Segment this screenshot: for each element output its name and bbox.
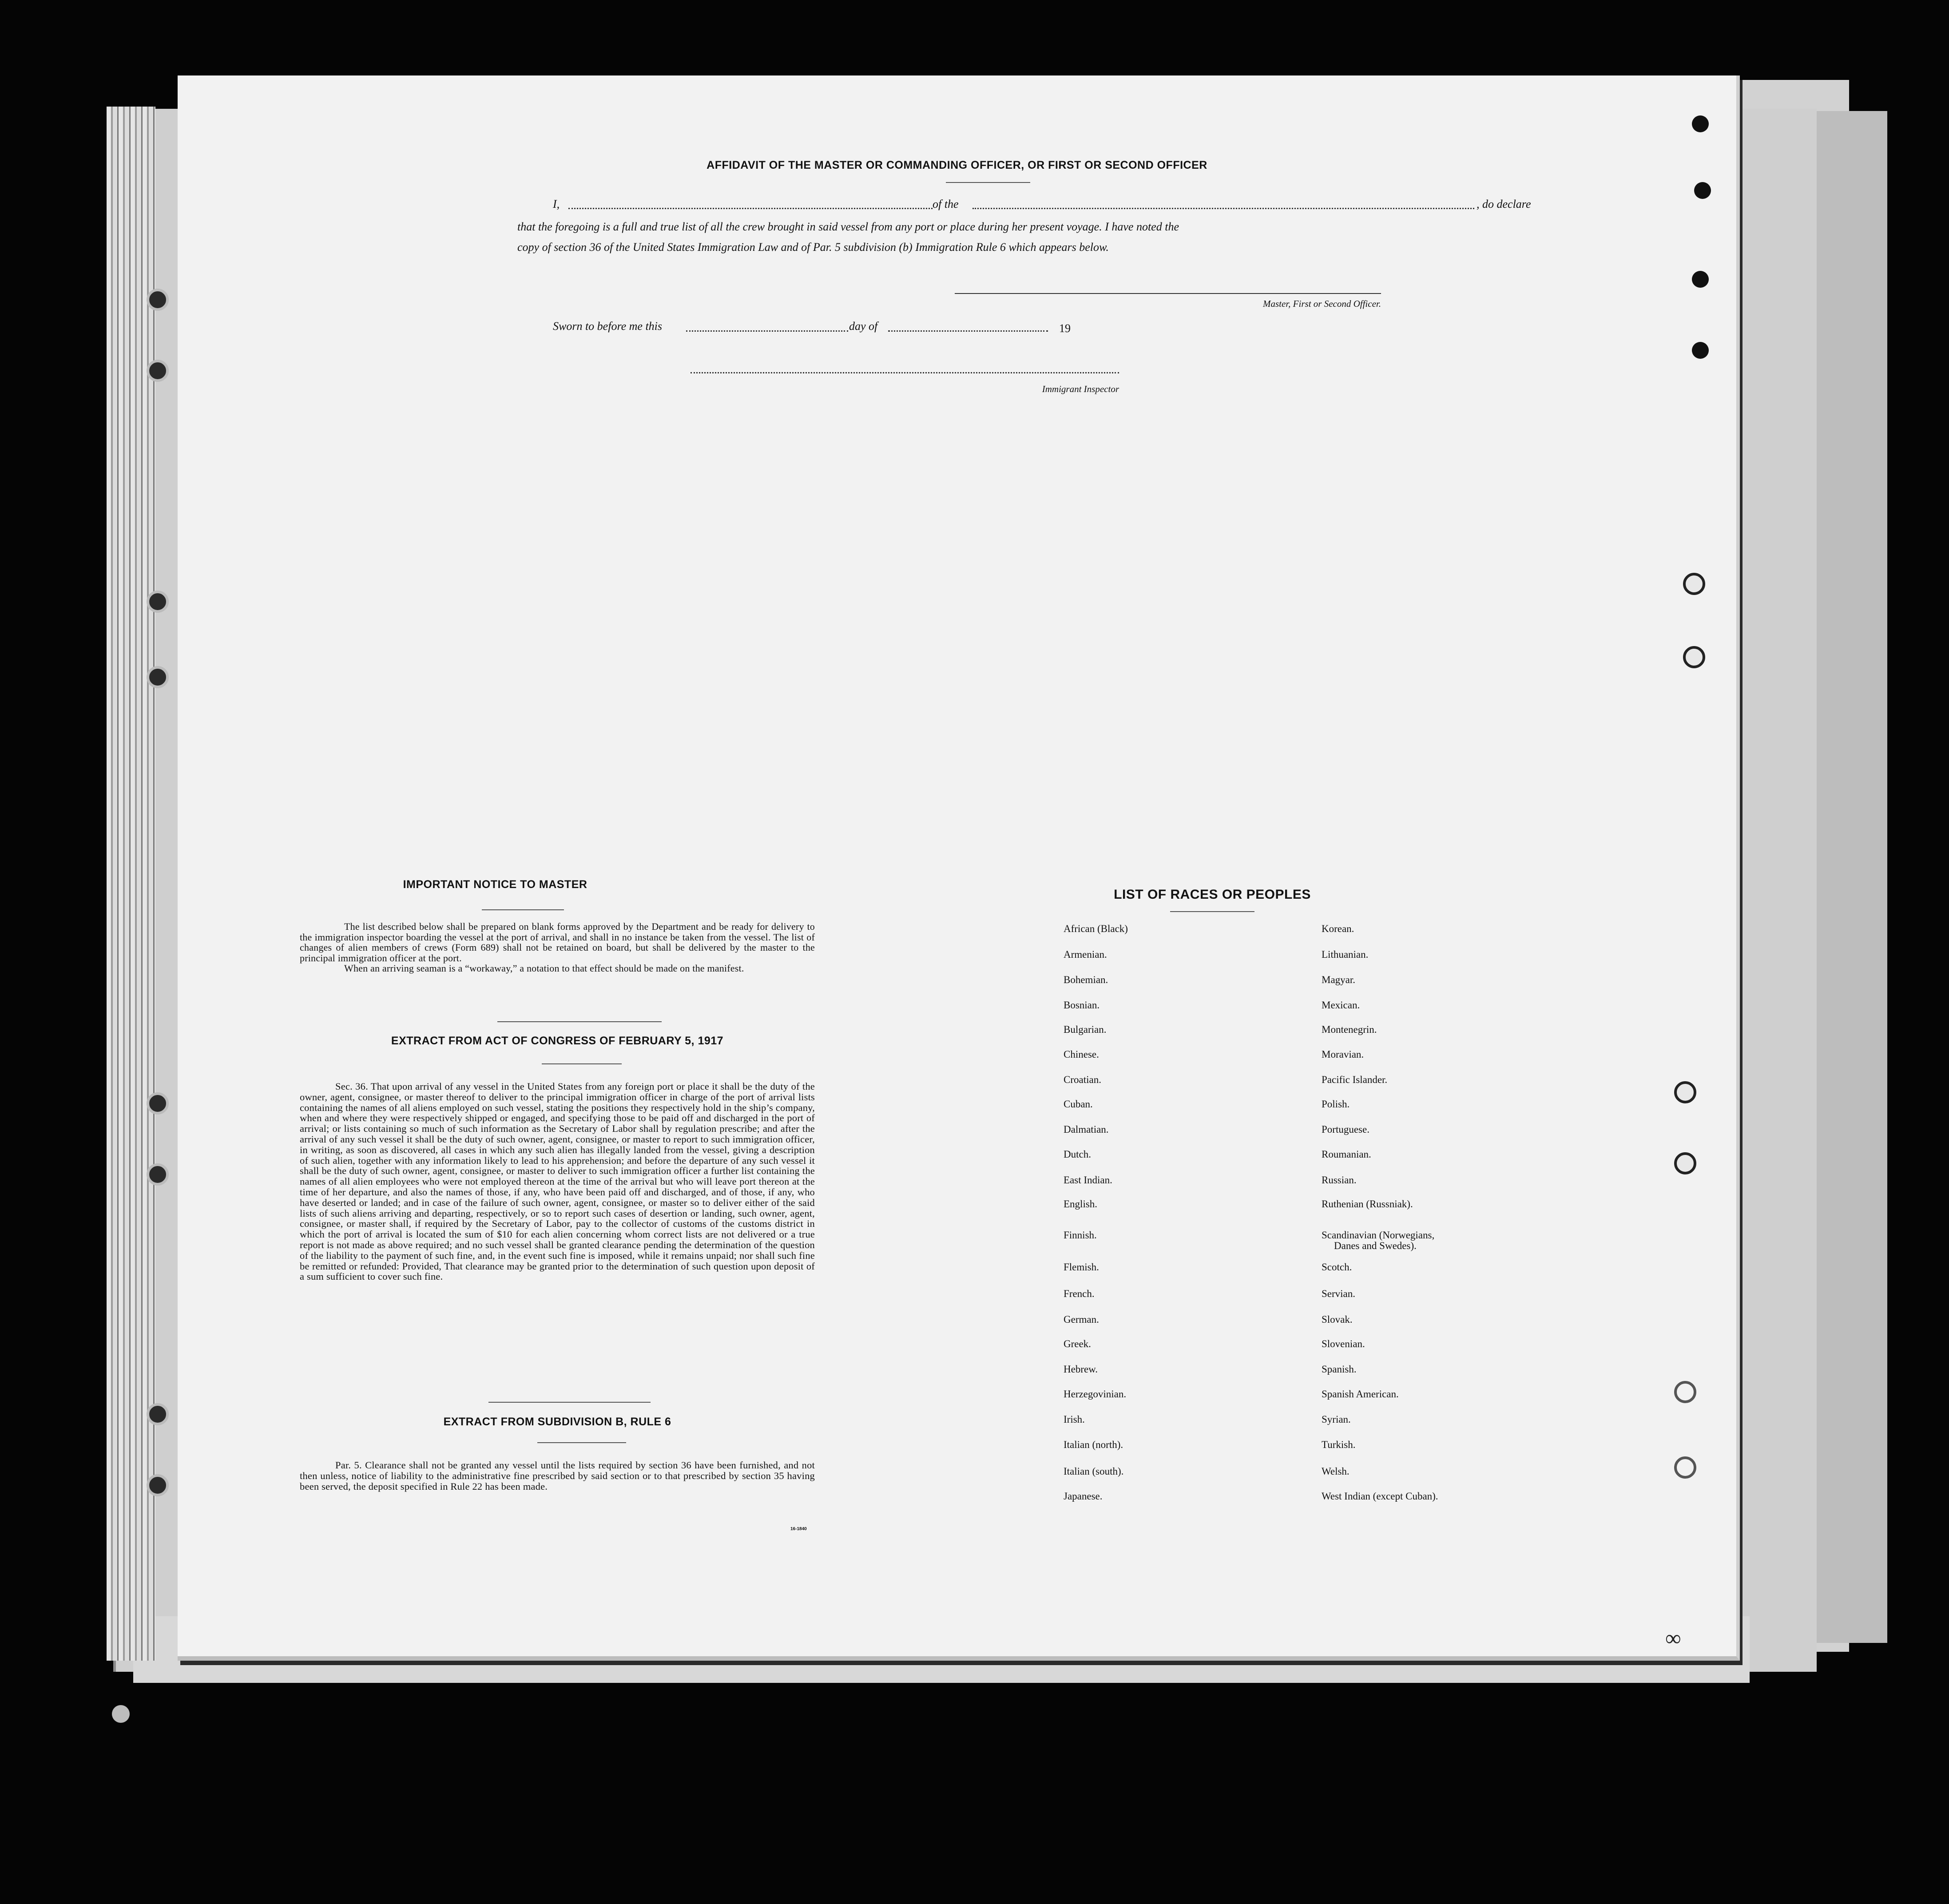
race-left-item: Armenian. [1064, 949, 1107, 960]
race-right-item: Servian. [1322, 1288, 1356, 1299]
race-left-item: French. [1064, 1288, 1095, 1299]
race-right-item: West Indian (except Cuban). [1322, 1491, 1438, 1502]
punch-hole-icon [1674, 1381, 1696, 1403]
race-right-item: Spanish. [1322, 1364, 1357, 1375]
extract-rule-title: EXTRACT FROM SUBDIVISION B, RULE 6 [443, 1416, 671, 1428]
race-left-item: Japanese. [1064, 1491, 1103, 1502]
punch-hole-icon [1692, 342, 1709, 359]
race-right-item: Syrian. [1322, 1414, 1351, 1425]
affidavit-line2: that the foregoing is a full and true list of all the crew brought in said vessel from any port or place during her present voyage. I have noted the [517, 220, 1179, 233]
races-title: LIST OF RACES OR PEOPLES [1114, 887, 1311, 902]
sworn-day-field[interactable] [686, 330, 848, 332]
race-right-item: Mexican. [1322, 1000, 1360, 1011]
race-left-item: Irish. [1064, 1414, 1085, 1425]
inspector-label: Immigrant Inspector [1042, 384, 1119, 394]
section-divider [497, 1021, 662, 1022]
race-left-item: Bosnian. [1064, 1000, 1100, 1011]
races-title-underline [1170, 911, 1254, 912]
punch-hole-icon [147, 289, 169, 311]
punch-hole-icon [1692, 115, 1709, 132]
declarant-prefix: I, [553, 198, 560, 210]
race-left-item: Flemish. [1064, 1261, 1099, 1273]
race-left-item: East Indian. [1064, 1174, 1112, 1186]
extract-act-underline [542, 1063, 622, 1064]
notice-body [300, 921, 815, 974]
extract-rule-body [300, 1460, 815, 1491]
race-left-item: Finnish. [1064, 1230, 1097, 1241]
race-right-item: Moravian. [1322, 1049, 1364, 1060]
punch-hole-icon [112, 1705, 130, 1723]
notice-paragraph: The list described below shall be prepared on blank forms approved by the Department and be ready for delivery to the immigration inspector boarding the vessel at the port of arrival, and shall in no instance be taken from the vessel. The list of changes of alien members of crews (Form 689) shall not be retained on board, but shall be delivered by the master to the principal immigration officer at the port. [300, 921, 815, 964]
affidavit-line3: copy of section 36 of the United States Immigration Law and of Par. 5 subdivision (b) Immigration Rule 6 which appears below. [517, 241, 1109, 254]
section-divider [488, 1402, 651, 1403]
par-5-text: Par. 5. Clearance shall not be granted any vessel until the lists required by section 36 have been furnished, and not then unless, notice of liability to the administrative fine prescribed by said section or to that prescribed by section 35 having been served, the deposit specified in Rule 22 has been made. [300, 1460, 815, 1492]
punch-hole-icon [147, 591, 169, 613]
race-right-item: Turkish. [1322, 1439, 1356, 1450]
sworn-text: Sworn to before me this [553, 320, 663, 333]
handwritten-mark: ∞ [1665, 1626, 1681, 1650]
race-left-item: Herzegovinian. [1064, 1388, 1127, 1400]
punch-hole-icon [147, 1092, 169, 1115]
extract-act-body [300, 1081, 815, 1282]
notice-paragraph: When an arriving seaman is a “workaway,” a notation to that effect should be made on the manifest. [344, 963, 744, 974]
day-of-text: day of [849, 320, 878, 333]
punch-hole-icon [1683, 646, 1705, 668]
race-right-item: Polish. [1322, 1099, 1350, 1110]
punch-hole-icon [1683, 573, 1705, 595]
extract-act-title: EXTRACT FROM ACT OF CONGRESS OF FEBRUARY 5, 1917 [391, 1035, 724, 1047]
race-left-item: Italian (north). [1064, 1439, 1123, 1450]
title-underline [946, 182, 1030, 183]
race-left-item: Croatian. [1064, 1074, 1101, 1085]
section-36-text: Sec. 36. That upon arrival of any vessel in the United States from any foreign port or place it shall be the duty of the owner, agent, consignee, or master thereof to deliver to the principal immigration officer in charge of the port of arrival lists containing the names of all aliens employed on such vessel, stating the positions they respectively hold in the ship’s company, when and where they were respectively shipped or engaged, and specifying those to be paid off and discharged in the port of arrival; or lists containing so much of such information as the Secretary of Labor shall by regulation prescribe; and after the arrival of any such vessel it shall be the duty of such owner, agent, consignee, or master to report to such immigration officer, in writing, as soon as discovered, all cases in which any such alien has illegally landed from the vessel, giving a description of such alien, together with any information likely to lead to his apprehension; and before the departure of any such vessel it shall be the duty of such owner, agent, consignee, or master to deliver to such immigration officer a further list containing the names of all alien employees who were not employed thereon at the time of the arrival but who will leave port thereon at the time of her departure, and also the names of those, if any, who have been paid off and discharged, and of those, if any, who have deserted or landed; and in case of the failure of such owner, agent, consignee, or master so to deliver either of the said lists of such aliens arriving and departing, respectively, or so to report such cases of desertion or landing, such owner, agent, consignee, or master shall, if required by the Secretary of Labor, pay to the collector of customs of the customs district in which the port of arrival is located the sum of $10 for each alien concerning whom correct lists are not delivered or a true report is not made as above required; and no such vessel shall be granted clearance pending the determination of the question of the liability to the payment of such fine, and, in the event such fine is imposed, while it remains unpaid; nor shall such fine be remitted or refunded: Provided, That clearance may be granted prior to the determination of such question upon deposit of a sum sufficient to cover such fine. [300, 1081, 815, 1282]
vessel-name-field[interactable] [973, 208, 1474, 209]
race-left-item: African (Black) [1064, 923, 1128, 934]
punch-hole-icon [147, 1474, 169, 1496]
declarant-name-field[interactable] [568, 208, 933, 209]
race-right-item: Pacific Islander. [1322, 1074, 1388, 1085]
punch-hole-icon [147, 360, 169, 382]
race-right-item: Korean. [1322, 923, 1354, 934]
races-right-column [1322, 924, 1597, 1590]
punch-hole-icon [147, 666, 169, 688]
race-left-item: Italian (south). [1064, 1466, 1124, 1477]
race-right-item: Spanish American. [1322, 1388, 1399, 1400]
sworn-year-text: 19 [1059, 322, 1071, 335]
punch-hole-icon [1674, 1081, 1696, 1103]
race-right-item: Scandinavian (Norwegians, [1322, 1230, 1435, 1241]
form-number: 16-1840 [790, 1527, 807, 1531]
master-signature-field[interactable] [955, 293, 1381, 294]
race-left-item: Cuban. [1064, 1099, 1093, 1110]
affidavit-line1 [553, 198, 560, 211]
race-right-item: Welsh. [1322, 1466, 1350, 1477]
punch-hole-icon [1674, 1152, 1696, 1174]
affidavit-title: AFFIDAVIT OF THE MASTER OR COMMANDING OFFICER, OR FIRST OR SECOND OFFICER [707, 159, 1207, 171]
race-left-item: Bulgarian. [1064, 1024, 1107, 1035]
punch-hole-icon [1674, 1456, 1696, 1479]
sworn-month-field[interactable] [888, 330, 1048, 332]
race-left-item: English. [1064, 1198, 1098, 1210]
extract-rule-underline [537, 1442, 626, 1443]
race-left-item: German. [1064, 1314, 1099, 1325]
race-left-item: Hebrew. [1064, 1364, 1098, 1375]
race-right-item: Portuguese. [1322, 1124, 1369, 1135]
races-left-column [1064, 924, 1303, 1590]
race-left-item: Chinese. [1064, 1049, 1099, 1060]
race-right-item: Slovak. [1322, 1314, 1353, 1325]
inspector-signature-field[interactable] [691, 372, 1119, 373]
race-right-item: Ruthenian (Russniak). [1322, 1198, 1413, 1210]
do-declare-text: , do declare [1477, 198, 1531, 210]
signature-label: Master, First or Second Officer. [1263, 298, 1381, 309]
notice-title: IMPORTANT NOTICE TO MASTER [403, 878, 587, 891]
race-left-item: Bohemian. [1064, 974, 1108, 985]
race-right-item: Lithuanian. [1322, 949, 1369, 960]
binder-edge [107, 107, 155, 1661]
manifest-page [178, 75, 1740, 1661]
punch-hole-icon [147, 1403, 169, 1425]
punch-hole-icon [1692, 271, 1709, 288]
punch-hole-icon [1694, 182, 1711, 199]
race-right-item: Montenegrin. [1322, 1024, 1377, 1035]
race-right-continuation: Danes and Swedes). [1334, 1240, 1417, 1251]
race-right-item: Scotch. [1322, 1261, 1352, 1273]
notice-title-underline [482, 909, 564, 910]
race-right-item: Russian. [1322, 1174, 1357, 1186]
race-right-item: Slovenian. [1322, 1338, 1365, 1349]
race-right-item: Roumanian. [1322, 1149, 1371, 1160]
race-left-item: Dalmatian. [1064, 1124, 1109, 1135]
of-the-text: of the [933, 198, 959, 210]
race-right-item: Magyar. [1322, 974, 1356, 985]
punch-hole-icon [147, 1163, 169, 1186]
race-left-item: Greek. [1064, 1338, 1091, 1349]
race-left-item: Dutch. [1064, 1149, 1091, 1160]
